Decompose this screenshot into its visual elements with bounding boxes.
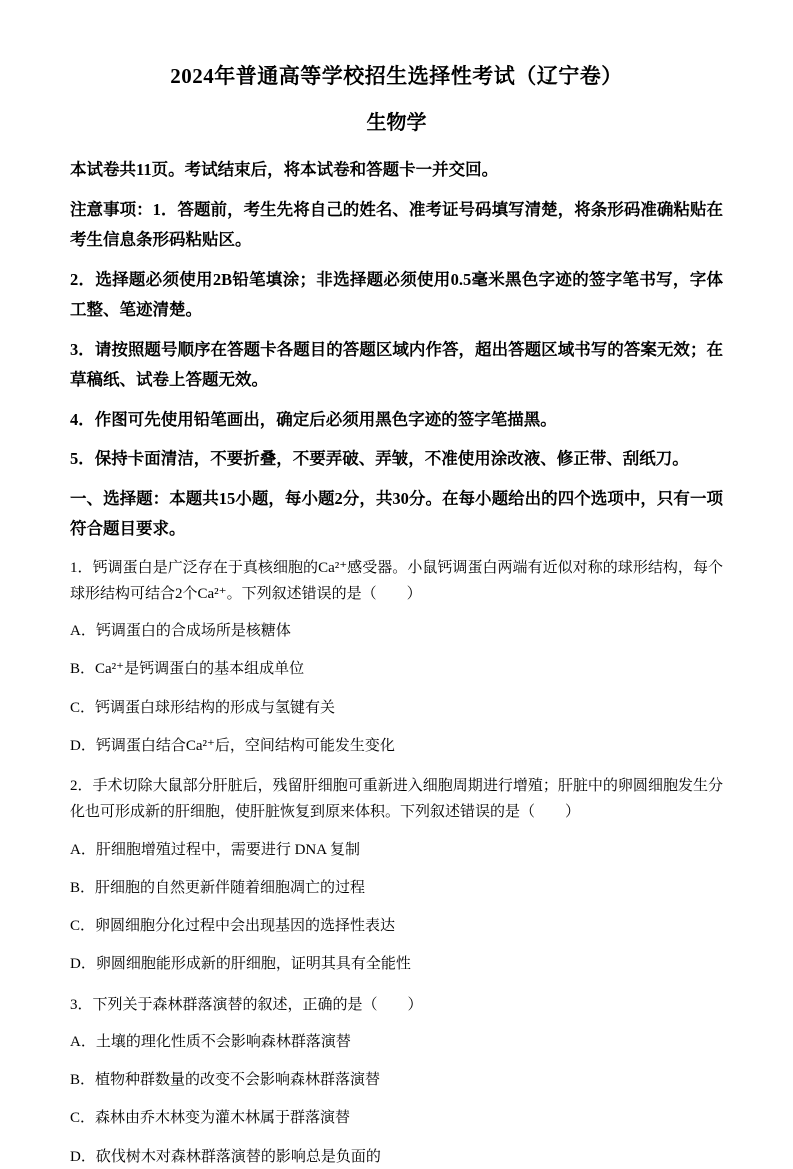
- question-3-option-a: A．土壤的理化性质不会影响森林群落演替: [70, 1033, 351, 1050]
- question-2-option-b: B．肝细胞的自然更新伴随着细胞凋亡的过程: [70, 879, 366, 896]
- question-3: [70, 992, 723, 1169]
- question-1-option-c: C．钙调蛋白球形结构的形成与氢键有关: [70, 699, 336, 716]
- question-1-option-d: D．钙调蛋白结合Ca²⁺后，空间结构可能发生变化: [70, 737, 395, 754]
- question-2-option-a: A．肝细胞增殖过程中，需要进行 DNA 复制: [70, 841, 361, 858]
- question-1: [70, 555, 723, 759]
- notice-paragraph-1: 注意事项：1．答题前，考生先将自己的姓名、准考证号码填写清楚，将条形码准确粘贴在考生信息条形码粘贴区。: [70, 199, 723, 250]
- question-3-option-b: B．植物种群数量的改变不会影响森林群落演替: [70, 1072, 381, 1089]
- question-2: [70, 773, 723, 977]
- section-header-choice-questions: 一、选择题：本题共15小题，每小题2分，共30分。在每小题给出的四个选项中，只有一项符合题目要求。: [70, 488, 723, 539]
- exam-subject: 生物学: [366, 112, 427, 134]
- question-2-option-d: D．卵圆细胞能形成新的肝细胞，证明其具有全能性: [70, 956, 411, 973]
- question-2-stem: 2．手术切除大鼠部分肝脏后，残留肝细胞可重新进入细胞周期进行增殖；肝脏中的卵圆细胞发生分化也可形成新的肝细胞，使肝脏恢复到原来体积。下列叙述错误的是（ ）: [70, 778, 723, 821]
- question-3-option-c: C．森林由乔木林变为灌木林属于群落演替: [70, 1110, 351, 1127]
- question-1-stem: 1．钙调蛋白是广泛存在于真核细胞的Ca²⁺感受器。小鼠钙调蛋白两端有近似对称的球形结构，每个球形结构可结合2个Ca²⁺。下列叙述错误的是（ ）: [70, 559, 723, 602]
- notice-paragraph-5: 5．保持卡面清洁，不要折叠，不要弄破、弄皱，不准使用涂改液、修正带、刮纸刀。: [70, 449, 689, 469]
- notice-paragraph-2: 2．选择题必须使用2B铅笔填涂；非选择题必须使用0.5毫米黑色字迹的签字笔书写，字体工整、笔迹清楚。: [70, 269, 723, 320]
- notice-paragraph-3: 3．请按照题号顺序在答题卡各题目的答题区域内作答，超出答题区域书写的答案无效；在草稿纸、试卷上答题无效。: [70, 339, 723, 390]
- notice-paragraph-4: 4．作图可先使用铅笔画出，确定后必须用黑色字迹的签字笔描黑。: [70, 409, 557, 429]
- exam-title: 2024年普通高等学校招生选择性考试（辽宁卷）: [170, 64, 623, 88]
- question-1-option-a: A．钙调蛋白的合成场所是核糖体: [70, 623, 291, 640]
- question-3-stem: 3．下列关于森林群落演替的叙述，正确的是（ ）: [70, 996, 423, 1013]
- question-1-option-b: B．Ca²⁺是钙调蛋白的基本组成单位: [70, 661, 305, 678]
- question-3-option-d: D．砍伐树木对森林群落演替的影响总是负面的: [70, 1148, 381, 1165]
- question-2-option-c: C．卵圆细胞分化过程中会出现基因的选择性表达: [70, 918, 396, 935]
- exam-intro: 本试卷共11页。考试结束后，将本试卷和答题卡一并交回。: [70, 160, 499, 179]
